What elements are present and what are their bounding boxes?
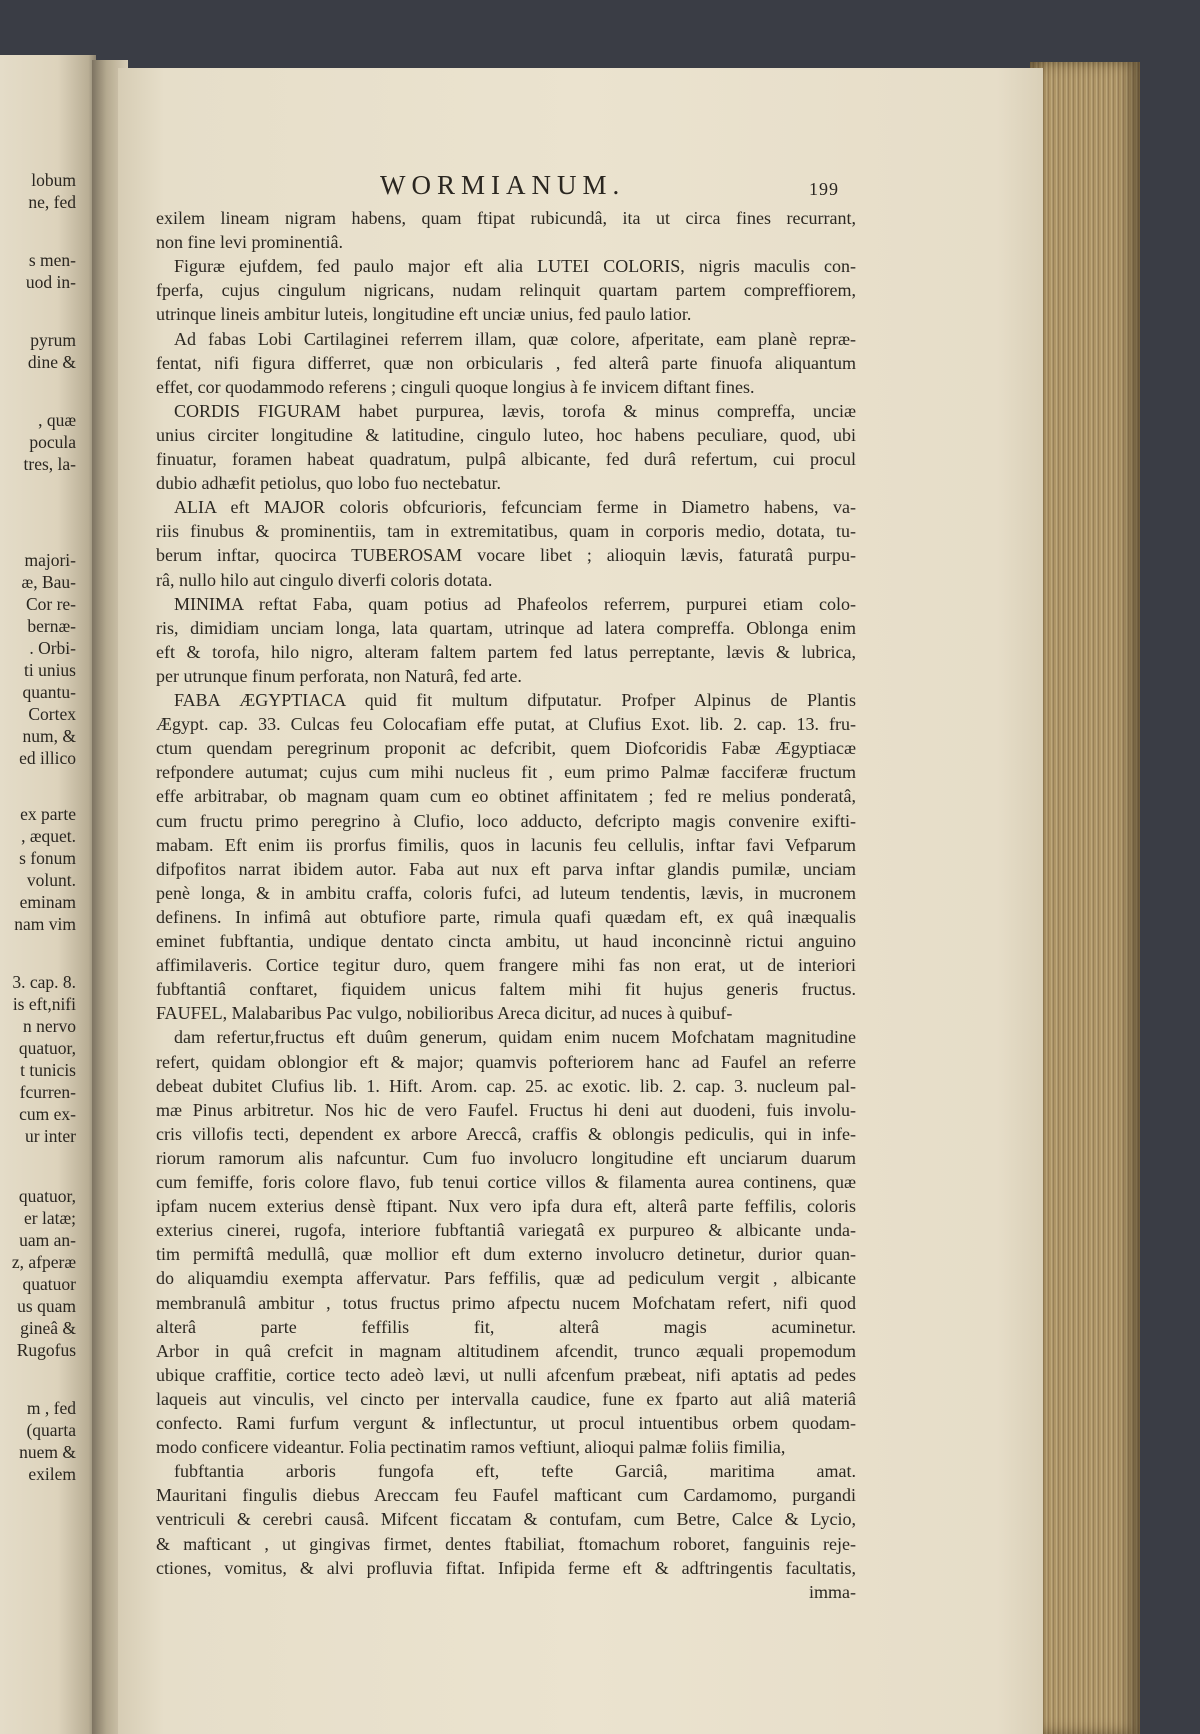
text-line: effe arbitrabar, ob magnam quam cum eo obtinet affinitatem ; fed re melius ponderatâ, bbox=[156, 786, 856, 807]
text-line: do aliquamdiu exempta affervatur. Pars feffilis, quæ ad pediculum vergit , albicante bbox=[156, 1268, 856, 1289]
text-line: Mauritani fingulis diebus Areccam feu Faufel mafticant cum Cardamomo, purgandi bbox=[156, 1485, 856, 1506]
left-page-line: Cortex bbox=[28, 704, 76, 724]
text-line: riorum ramorum alis nafcuntur. Cum fuo involucro longitudine eft unciarum duarum bbox=[156, 1147, 856, 1168]
text-line: dam refertur,fructus eft duûm generum, quidam enim nucem Mofchatam magnitudine bbox=[174, 1027, 856, 1048]
text-line: ubique craffitie, cortice tecto adeò lævi, ut nulli afcenfum præbeat, nifi aptatis ad pedes bbox=[156, 1364, 856, 1385]
left-page-line: quatuor bbox=[22, 1274, 76, 1294]
left-page-line: quantu- bbox=[22, 682, 76, 702]
left-page-line: nuem & bbox=[19, 1442, 76, 1462]
left-page-line: is eft,nifi bbox=[12, 994, 76, 1014]
running-title: WORMIANUM. bbox=[380, 170, 626, 200]
left-page bbox=[0, 55, 96, 1734]
text-line: fentat, nifi figura differret, quæ non orbicularis , fed alterâ parte finuofa aliquantum bbox=[156, 352, 856, 373]
left-page-line: num, & bbox=[22, 726, 76, 746]
text-line: CORDIS FIGURAM habet purpurea, lævis, torofa & minus compreffa, unciæ bbox=[174, 400, 856, 421]
text-line: ris, dimidiam unciam longa, lata quartam, utrinque ad latera compreffa. Oblonga enim bbox=[156, 617, 856, 638]
text-line: exterius cinerei, rugofa, interiore fubftantiâ variegatâ ex purpureo & albicante unda- bbox=[156, 1220, 856, 1241]
text-line: debeat dubitet Clufius lib. 1. Hift. Arom. cap. 25. ac exotic. lib. 2. cap. 3. nucleum pal- bbox=[156, 1075, 856, 1096]
left-page-line: uam an- bbox=[19, 1230, 76, 1250]
text-line: Figuræ ejufdem, fed paulo major eft alia LUTEI COLORIS, nigris maculis con- bbox=[174, 256, 856, 277]
text-line: ctiones, vomitus, & alvi profluvia fiftat. Infipida ferme eft & adftringentis facultatis, bbox=[156, 1557, 856, 1578]
text-line: effet, cor quodammodo referens ; cinguli quoque longius à fe invicem diftant fines. bbox=[156, 376, 755, 397]
left-page-line: pocula bbox=[29, 432, 76, 452]
page-edges bbox=[1030, 62, 1140, 1734]
left-page-line: lobum bbox=[31, 170, 76, 190]
text-line: ipfam nucem exterius densè ftipant. Nux vero ipfa dura eft, alterâ parte feffilis, coloris bbox=[156, 1196, 856, 1217]
left-page-line: n nervo bbox=[23, 1016, 76, 1036]
left-page-line: t tunicis bbox=[20, 1060, 76, 1080]
text-line: per utrunque finum perforata, non Naturâ, fed arte. bbox=[156, 665, 522, 686]
text-line: ctum quendam peregrinum proponit ac defcribit, quem Diofcoridis Fabæ Ægyptiacæ bbox=[156, 738, 856, 759]
text-line: exilem lineam nigram habens, quam ftipat rubicundâ, ita ut circa fines recurrant, bbox=[156, 208, 856, 228]
text-line: MINIMA reftat Faba, quam potius ad Phafeolos referrem, purpurei etiam colo- bbox=[174, 593, 856, 614]
left-page-line: er latæ; bbox=[24, 1208, 76, 1228]
left-page-line: m , fed bbox=[26, 1398, 76, 1418]
text-line: FABA ÆGYPTIACA quid fit multum difputatur. Profper Alpinus de Plantis bbox=[174, 690, 856, 710]
text-line: refpondere autumat; cujus cum mihi nucleus fit , eum primo Palmæ facciferæ fructum bbox=[156, 762, 856, 783]
left-page-line: 3. cap. 8. bbox=[12, 972, 76, 992]
left-page-line: fcurren- bbox=[19, 1082, 76, 1102]
text-line: Ad fabas Lobi Cartilaginei referrem illam, quæ colore, afperitate, eam planè repræ- bbox=[174, 328, 856, 349]
left-page-line: quatuor, bbox=[18, 1186, 76, 1206]
left-page-line: æ, Bau- bbox=[21, 572, 76, 592]
text-line: cum femiffe, foris colore flavo, fub tenui cortice villos & filamenta aurea continens, quæ bbox=[156, 1172, 856, 1192]
text-line: non fine levi prominentiâ. bbox=[156, 232, 343, 253]
text-line: penè longa, & in ambitu craffa, coloris fufci, ad luteum tendentis, lævis, in mucronem bbox=[156, 882, 856, 903]
left-page-line: z, afperæ bbox=[11, 1252, 76, 1272]
left-page-line: bernæ- bbox=[27, 616, 76, 636]
text-line: cris villofis tecti, dependent ex arbore Areccâ, craffis & oblongis pediculis, qui in infe- bbox=[156, 1123, 856, 1144]
left-page-line: . Orbi- bbox=[29, 638, 76, 658]
left-page-line: ur inter bbox=[24, 1126, 76, 1146]
text-line: refert, quidam oblongior eft & major; quamvis pofteriorem hanc ad Faufel an referre bbox=[156, 1051, 856, 1072]
text-line: & mafticant , ut gingivas firmet, dentes ftabiliat, ftomachum roboret, fanguinis reje- bbox=[156, 1533, 856, 1554]
text-line: ventriculi & cerebri causâ. Mifcent ficcatam & contufam, cum Betre, Calce & Lycio, bbox=[156, 1509, 856, 1530]
text-line: finuatur, foramen habeat quadratum, pulpâ albicante, fed durâ refertum, cui procul bbox=[156, 449, 856, 469]
text-line: dubio adhæfit petiolus, quo lobo fuo nectebatur. bbox=[156, 473, 501, 494]
left-page-line: tres, la- bbox=[23, 454, 76, 474]
text-line: eft & torofa, hilo nigro, alteram faltem partem fed latus perreptante, lævis & lubrica, bbox=[156, 641, 856, 662]
text-line: tim permiftâ medullâ, quæ mollior eft dum externo involucro detinetur, durior quan- bbox=[156, 1244, 856, 1265]
left-page-line: majori- bbox=[24, 550, 76, 570]
left-page-line: pyrum bbox=[30, 330, 76, 350]
text-line: affimilaveris. Cortice tegitur duro, quem frangere mihi fas non erat, ut de interiori bbox=[156, 955, 856, 976]
left-page-line: exilem bbox=[28, 1464, 76, 1484]
left-page-line: Cor re- bbox=[25, 594, 76, 614]
text-line: Arbor in quâ crefcit in magnam altitudinem afcendit, trunco æquali propemodum bbox=[156, 1340, 856, 1361]
text-line: alterâ parte feffilis fit, alterâ magis acuminetur. bbox=[156, 1316, 856, 1337]
left-page-line: quatuor, bbox=[18, 1038, 76, 1058]
left-page-line: nam vim bbox=[14, 914, 76, 934]
text-line: definens. In infimâ aut obtufiore parte, rimula quafi quædam eft, ex quâ inæqualis bbox=[156, 906, 856, 927]
left-page-line: (quarta bbox=[26, 1420, 76, 1440]
left-page-line: volunt. bbox=[26, 870, 76, 890]
text-line: unius circiter longitudine & latitudine, cingulo luteo, hoc habens peculiare, quod, ubi bbox=[156, 424, 856, 445]
left-page-line: ed illico bbox=[19, 748, 76, 768]
text-line: ALIA eft MAJOR coloris obfcurioris, fefcunciam ferme in Diametro habens, va- bbox=[174, 497, 856, 518]
text-line: fubftantiâ conftaret, fiquidem unicus faltem mihi fit hujus generis fructus. bbox=[156, 979, 856, 1000]
text-line: cum fructu primo peregrino à Clufio, loco adducto, defcripto magis convenire exifti- bbox=[156, 810, 856, 831]
text-line: mabam. Eft enim iis prorfus fimilis, quos in lacunis feu cellulis, inftar favi Vefparum bbox=[156, 834, 856, 855]
left-page-line: s fonum bbox=[19, 848, 76, 868]
text-line: riis finubus & prominentiis, tam in extremitatibus, quam in corporis medio, dotata, tu- bbox=[156, 521, 856, 542]
left-page-line: Rugofus bbox=[16, 1340, 76, 1360]
text-line: fubftantia arboris fungofa eft, tefte Garciâ, maritima amat. bbox=[174, 1461, 856, 1482]
left-page-line: cum ex- bbox=[19, 1104, 76, 1124]
left-page-line: dine & bbox=[27, 352, 76, 372]
page-number: 199 bbox=[809, 179, 839, 199]
left-page-line: ex parte bbox=[20, 804, 76, 824]
left-page-line: ne, fed bbox=[28, 192, 76, 212]
left-page-line: us quam bbox=[17, 1296, 76, 1316]
text-line: râ, nullo hilo aut cingulo diverfi coloris dotata. bbox=[156, 569, 493, 590]
left-page-line: gineâ & bbox=[20, 1318, 76, 1338]
left-page-line: eminam bbox=[19, 892, 76, 912]
text-line: FAUFEL, Malabaribus Pac vulgo, nobilioribus Areca dicitur, ad nuces à quibuf- bbox=[156, 1003, 733, 1024]
text-line: berum inftar, quocirca TUBEROSAM vocare libet ; alioquin lævis, faturatâ purpu- bbox=[156, 545, 856, 566]
text-line: utrinque lineis ambitur luteis, longitudine eft unciæ unius, fed paulo latior. bbox=[156, 304, 692, 325]
text-line: imma- bbox=[809, 1581, 856, 1602]
text-line: difpofitos narrat ibidem autor. Faba aut nux eft parva inftar glandis pumilæ, unciam bbox=[156, 858, 856, 879]
left-page-line: , quæ bbox=[38, 410, 76, 430]
text-line: eminet fubftantia, undique dentato cincta ambitu, ut haud inconcinnè rictui anguino bbox=[156, 931, 856, 951]
text-line: confecto. Rami furfum vergunt & inflectuntur, ut procul intuentibus orbem quodam- bbox=[156, 1413, 856, 1433]
page-header bbox=[118, 170, 1043, 210]
text-line: laqueis aut vinculis, vel cincto per intervalla caudice, fune ex fparto aut aliâ materiâ bbox=[156, 1388, 856, 1409]
text-line: membranulâ ambitur , totus fructus primo afpectu nucem Mofchatam refert, nifi quod bbox=[156, 1292, 856, 1313]
left-page-line: uod in- bbox=[25, 272, 76, 292]
text-line: modo conficere videantur. Folia pectinatim ramos veftiunt, alioqui palmæ foliis fimilia, bbox=[156, 1437, 786, 1458]
text-line: Ægypt. cap. 33. Culcas feu Colocafiam effe putat, at Clufius Exot. lib. 2. cap. 13. fru- bbox=[156, 714, 856, 735]
left-page-line: ti unius bbox=[23, 660, 76, 680]
text-line: fperfa, cujus cingulum nigricans, nudam relinquit quartam partem compreffiorem, bbox=[156, 280, 856, 301]
left-page-line: , æquet. bbox=[21, 826, 76, 846]
text-line: mæ Pinus arbitretur. Nos hic de vero Faufel. Fructus hi deni aut duodeni, fuis involu- bbox=[156, 1099, 856, 1120]
left-page-line: s men- bbox=[28, 250, 76, 270]
